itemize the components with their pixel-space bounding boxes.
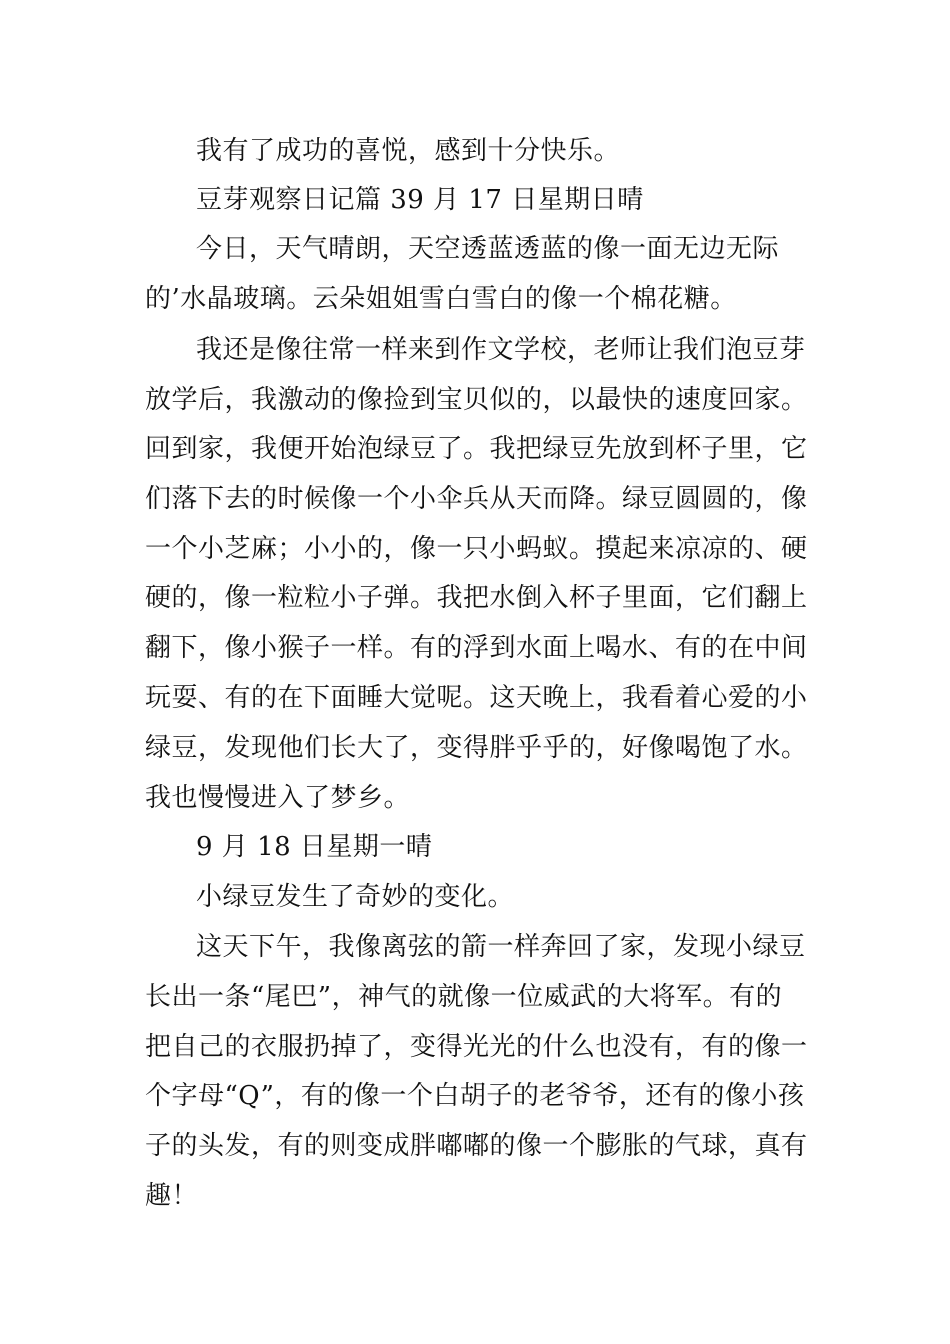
paragraph-line: 我有了成功的喜悦，感到十分快乐。 (196, 136, 621, 166)
paragraph-line: 这天下午，我像离弦的箭一样奔回了家，发现小绿豆 (196, 932, 806, 962)
paragraph-line: 翻下，像小猴子一样。有的浮到水面上喝水、有的在中间 (145, 633, 808, 663)
diary-heading-line: 豆芽观察日记篇 39 月 17 日星期日晴 (196, 185, 644, 215)
date-heading-line: 9 月 18 日星期一晴 (196, 832, 433, 862)
paragraph-line: 玩耍、有的在下面睡大觉呢。这天晚上，我看着心爱的小 (145, 683, 808, 713)
paragraph-line: 硬的，像一粒粒小子弹。我把水倒入杯子里面，它们翻上 (145, 583, 808, 613)
paragraph-line: 个字母“Q”，有的像一个白胡子的老爷爷，还有的像小孩 (145, 1081, 805, 1111)
paragraph-line: 子的头发，有的则变成胖嘟嘟的像一个膨胀的气球，真有 (145, 1131, 808, 1161)
paragraph-line: 一个小芝麻；小小的，像一只小蚂蚁。摸起来凉凉的、硬 (145, 534, 808, 564)
paragraph-line: 把自己的衣服扔掉了，变得光光的什么也没有，有的像一 (145, 1032, 808, 1062)
paragraph-line: 我也慢慢进入了梦乡。 (145, 783, 411, 813)
paragraph-line: 回到家，我便开始泡绿豆了。我把绿豆先放到杯子里，它 (145, 434, 808, 464)
paragraph-line: 们落下去的时候像一个小伞兵从天而降。绿豆圆圆的，像 (145, 484, 808, 514)
paragraph-line: 长出一条“尾巴”，神气的就像一位威武的大将军。有的 (145, 982, 783, 1012)
paragraph-line: 的’水晶玻璃。云朵姐姐雪白雪白的像一个棉花糖。 (145, 284, 737, 314)
paragraph-line: 我还是像往常一样来到作文学校，老师让我们泡豆芽 (196, 335, 806, 365)
paragraph-line: 趣！ (145, 1181, 199, 1211)
paragraph-line: 今日，天气晴朗，天空透蓝透蓝的像一面无边无际 (196, 234, 780, 264)
paragraph-line: 绿豆，发现他们长大了，变得胖乎乎的，好像喝饱了水。 (145, 733, 808, 763)
paragraph-line: 小绿豆发生了奇妙的变化。 (196, 882, 515, 912)
paragraph-line: 放学后，我激动的像捡到宝贝似的，以最快的速度回家。 (145, 385, 808, 415)
